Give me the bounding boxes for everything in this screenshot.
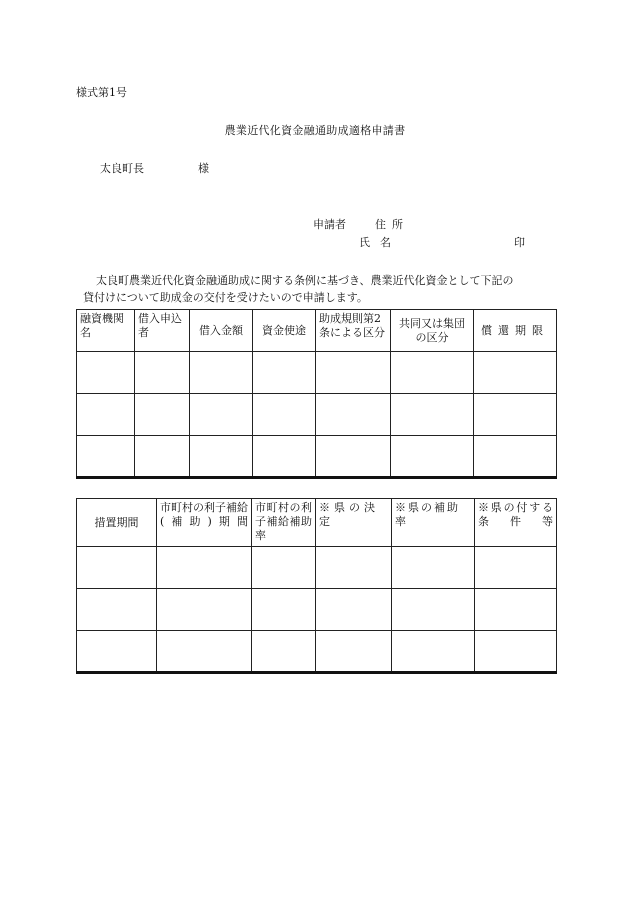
cell[interactable] [135, 352, 190, 394]
seal-label: 印 [514, 236, 525, 249]
cell[interactable] [135, 436, 190, 478]
header-municipal-interest-rate: 市町村の利子補給補助率 [252, 499, 316, 547]
cell[interactable] [190, 394, 253, 436]
cell[interactable] [316, 394, 391, 436]
cell[interactable] [391, 436, 474, 478]
body-text [76, 272, 556, 306]
cell[interactable] [316, 436, 391, 478]
body-line-1: 太良町農業近代化資金融通助成に関する条例に基づき、農業近代化資金として下記の [96, 274, 514, 287]
cell[interactable] [316, 352, 391, 394]
header-municipal-interest-period: 市町村の利子補給(補助)期間 [157, 499, 252, 547]
table2-header-row [77, 499, 557, 547]
cell[interactable] [475, 631, 557, 673]
table-row [77, 547, 557, 589]
cell[interactable] [190, 436, 253, 478]
cell[interactable] [475, 589, 557, 631]
cell[interactable] [475, 547, 557, 589]
cell[interactable] [392, 589, 475, 631]
cell[interactable] [391, 352, 474, 394]
table-row [77, 436, 557, 478]
cell[interactable] [316, 631, 392, 673]
table-row [77, 589, 557, 631]
cell[interactable] [77, 352, 135, 394]
header-classification: 助成規則第2条による区分 [316, 310, 391, 352]
addressee-honorific: 様 [198, 162, 209, 175]
cell[interactable] [316, 547, 392, 589]
document-title: 農業近代化資金融通助成適格申請書 [224, 124, 406, 137]
cell[interactable] [157, 547, 252, 589]
loan-details-table [76, 309, 557, 479]
header-lending-institution: 融資機関名 [77, 310, 135, 352]
header-repayment-term: 償還期限 [474, 310, 557, 352]
cell[interactable] [190, 352, 253, 394]
header-measure-period: 措置期間 [77, 499, 157, 547]
header-loan-amount: 借入金額 [190, 310, 253, 352]
cell[interactable] [252, 547, 316, 589]
table1-header-row [77, 310, 557, 352]
header-prefecture-rate: ※県の補助率 [392, 499, 475, 547]
form-number: 様式第1号 [76, 86, 127, 99]
cell[interactable] [474, 394, 557, 436]
cell[interactable] [77, 436, 135, 478]
addressee-name: 太良町長 [100, 162, 144, 175]
cell[interactable] [77, 547, 157, 589]
table-row [77, 352, 557, 394]
cell[interactable] [392, 547, 475, 589]
cell[interactable] [253, 436, 316, 478]
cell[interactable] [135, 394, 190, 436]
header-prefecture-conditions: ※県の付する条件等 [475, 499, 557, 547]
cell[interactable] [157, 631, 252, 673]
table-row [77, 394, 557, 436]
cell[interactable] [77, 394, 135, 436]
cell[interactable] [474, 436, 557, 478]
cell[interactable] [391, 394, 474, 436]
address-label: 住所 [375, 218, 409, 231]
applicant-label: 申請者 [313, 218, 346, 231]
name-label: 氏名 [359, 236, 401, 249]
cell[interactable] [316, 589, 392, 631]
cell[interactable] [252, 631, 316, 673]
cell[interactable] [474, 352, 557, 394]
header-borrower: 借入申込者 [135, 310, 190, 352]
cell[interactable] [392, 631, 475, 673]
cell[interactable] [252, 589, 316, 631]
header-prefecture-decision: ※県の決定 [316, 499, 392, 547]
body-line-2: 貸付けについて助成金の交付を受けたいので申請します。 [83, 291, 368, 304]
cell[interactable] [253, 394, 316, 436]
subsidy-details-table [76, 498, 557, 674]
table-row [77, 631, 557, 673]
cell[interactable] [157, 589, 252, 631]
cell[interactable] [253, 352, 316, 394]
header-fund-use: 資金使途 [253, 310, 316, 352]
header-group-classification: 共同又は集団の区分 [391, 310, 474, 352]
cell[interactable] [77, 631, 157, 673]
cell[interactable] [77, 589, 157, 631]
